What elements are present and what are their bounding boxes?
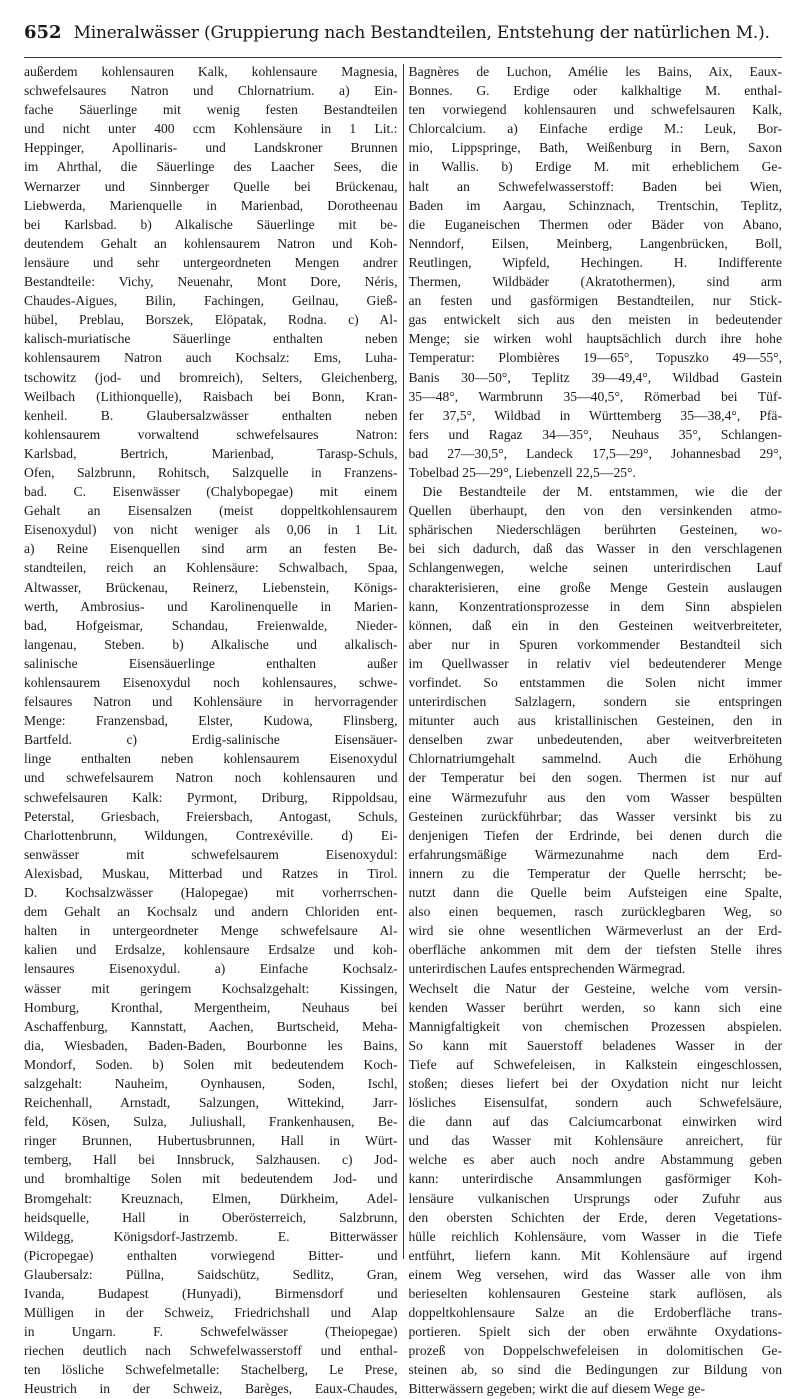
text-line: werth, Ambrosius- und Karolinenquelle in Marien- — [24, 598, 398, 614]
text-line: können, daß ein in den Gesteinen weitverbreiteter, — [408, 617, 782, 633]
text-line: Bitterwässern gegeben; wirkt die auf diesem Wege ge- — [408, 1381, 705, 1397]
text-line: dia, Wiesbaden, Baden-Baden, Bourbonne les Bains, — [24, 1037, 398, 1053]
text-line: Mülligen in der Schweiz, Friedrichshall und Alap — [24, 1305, 398, 1321]
running-head: Mineralwässer (Gruppierung nach Bestandteilen, Entstehung der natürlichen M.). — [73, 23, 770, 43]
text-line: felsaures Natron und Kohlensäure in hervorragender — [24, 694, 398, 710]
text-line: unterirdischen Salzlagern, sondern sie entspringen — [408, 694, 782, 710]
text-line: und schwefelsaurem Natron noch kohlensauren und — [24, 770, 398, 786]
text-line: Chlornatriumgehalt sammelnd. Auch die Erhöhung — [408, 751, 782, 767]
header-rule — [24, 57, 782, 58]
text-line: eine Wärmezufuhr aus den vom Wasser bespülten — [408, 789, 782, 805]
text-line: portieren. Spielt sich der oben erwähnte Oxydations- — [408, 1324, 782, 1340]
text-line: innern zu die Temperatur der Quelle herrscht; be- — [408, 865, 782, 881]
text-line: kohlensaurem Eisenoxydul noch kohlensaures, schwe- — [24, 675, 398, 690]
text-line: Heppinger, Apollinaris- und Landskroner Brunnen — [24, 140, 398, 156]
text-line: denjenigen Tiefen der Erdrinde, bei denen durch die — [408, 827, 782, 843]
text-line: langenau, Steben. b) Alkalische und alkalisch- — [24, 636, 398, 652]
text-line: doppeltkohlensaure Salze an die Erdoberfläche trans- — [408, 1305, 782, 1321]
text-line: Baden im Aargau, Schinznach, Trentschin, Teplitz, — [408, 197, 782, 213]
text-line: außerdem kohlensauren Kalk, kohlensaure Magnesia, — [24, 64, 398, 79]
text-line: bad. C. Eisenwässer (Chalybopegae) mit einem — [24, 484, 398, 500]
text-line: Reichenhall, Arnstadt, Salzungen, Wittekind, Jarr- — [24, 1095, 398, 1111]
text-line: Charlottenbrunn, Wildungen, Contrexéville. d) Ei- — [24, 827, 398, 843]
text-line: einem Weg versehen, wird das Wasser alle von ihm — [408, 1266, 782, 1282]
text-line: ten lösliche Schwefelmetalle: Stachelberg, Le Prese, — [24, 1362, 398, 1378]
text-line: hülle reichlich Kohlensäure, vom Wasser in die Tiefe — [408, 1228, 782, 1244]
text-line: Mannigfaltigkeit von chemischen Prozessen abspielen. — [408, 1018, 782, 1034]
text-line: wird sie ohne wesentlichen Wärmeverlust an der Erd- — [408, 923, 782, 939]
text-line: Ofen, Salzbrunn, Rohitsch, Salzquelle in Franzens- — [24, 464, 398, 480]
text-line: Tobelbad 25—29°, Liebenzell 22,5—25°. — [408, 464, 636, 480]
text-line: lensäure und sehr untergeordneten Mengen andrer — [24, 254, 398, 270]
text-line: Wechselt die Natur der Gesteine, welche vom versin- — [408, 980, 782, 996]
text-line: kalien und Erdsalze, kohlensaure Erdsalze und koh- — [24, 942, 398, 958]
text-line: heidsquelle, Hall in Oberösterreich, Salzbrunn, — [24, 1209, 398, 1225]
text-line: Wildegg, Königsdorf-Jastrzemb. E. Bitterwässer — [24, 1228, 398, 1244]
text-line: Tiefe auf Schwefeleisen, in Kalkstein eingeschlossen, — [408, 1056, 782, 1072]
text-line: die Euganeischen Thermen oder Bäder von Abano, — [408, 216, 782, 232]
text-line: Quellen überhaupt, den von den versinkenden atmo- — [408, 503, 782, 519]
text-line: Liebwerda, Marienquelle in Marienbad, Dorotheenau — [24, 197, 398, 213]
text-line: fache Säuerlinge mit wenig festen Bestandteilen — [24, 102, 398, 118]
text-line: temberg, Hall bei Innsbruck, Salzhausen. c) Jod- — [24, 1152, 398, 1168]
text-line: bei Karlsbad. b) Alkalische Säuerlinge mit be- — [24, 216, 398, 232]
text-line: Reutlingen, Wipfeld, Hechingen. H. Indifferente — [408, 254, 782, 270]
text-line: und nicht unter 400 ccm Kohlensäure in 1 Lit.: — [24, 121, 398, 137]
text-line: riechen deutlich nach Schwefelwasserstoff und enthal- — [24, 1343, 398, 1359]
text-line: denselben zwar unbedeutenden, aber weitverbreiteten — [408, 732, 782, 748]
text-line: Karlsbad, Bertrich, Marienbad, Tarasp-Schuls, — [24, 445, 398, 461]
text-line: fers und Ragaz 34—35°, Neuhaus 35°, Schlangen- — [408, 426, 782, 442]
text-line: in Wallis. b) Erdige M. mit erheblichem Ge- — [408, 159, 782, 175]
text-line: Banis 30—50°, Teplitz 39—49,4°, Wildbad Gastein — [408, 369, 782, 385]
text-line: Weilbach (Lithionquelle), Raisbach bei Bonn, Kran- — [24, 388, 398, 404]
text-line: Bromgehalt: Kreuznach, Elmen, Dürkheim, Adel- — [24, 1190, 398, 1206]
text-line: aber nur in Spuren vorkommender Bestandteil sich — [408, 636, 782, 652]
text-line: an festen und gasförmigen Bestandteilen, nur Stick- — [408, 293, 782, 309]
text-line: kann: unterirdische Ansammlungen gasförmiger Koh- — [408, 1171, 782, 1187]
text-line: dem Gehalt an Kochsalz und andern Chloriden ent- — [24, 904, 398, 920]
text-line: wässer mit geringem Kochsalzgehalt: Kissingen, — [24, 980, 398, 996]
text-line: Altwasser, Brückenau, Reinerz, Liebenstein, Königs- — [24, 579, 398, 595]
text-line: Ivanda, Budapest (Hunyadi), Birmensdorf und — [24, 1286, 398, 1301]
text-line: schwefelsaures Natron und Chlornatrium. a) Ein- — [24, 83, 398, 99]
page-header — [24, 22, 782, 56]
text-line: und bromhaltige Solen mit bedeutendem Jod- und — [24, 1171, 398, 1187]
text-line: kenden Wasser berührt werden, so kann sich eine — [408, 999, 782, 1015]
text-line: senwässer mit schwefelsaurem Eisenoxydul: — [24, 846, 398, 862]
text-line: Peterstal, Griesbach, Freiersbach, Antogast, Schuls, — [24, 808, 398, 824]
text-line: mio, Lippspringe, Bath, Weißenburg in Bern, Saxon — [408, 140, 782, 156]
text-line: prozeß von Doppelschwefeleisen in dolomitischen Ge- — [408, 1343, 782, 1359]
text-line: bad, Hofgeismar, Schandau, Freienwalde, Nieder- — [24, 617, 398, 633]
text-line: fer 37,5°, Wildbad in Württemberg 35—38,4°, Pfä- — [408, 407, 782, 423]
text-line: linge enthalten neben kohlensaurem Eisenoxydul — [24, 751, 398, 767]
text-line: kohlensaurem Natron auch Kochsalz: Ems, Luha- — [24, 350, 398, 366]
text-line: Mondorf, Soden. b) Solen mit bedeutendem Koch- — [24, 1056, 398, 1072]
text-line: So kann mit Sauerstoff beladenes Wasser in der — [408, 1037, 782, 1053]
text-line: sphärischen Niederschlägen berührten Gesteinen, wo- — [408, 522, 782, 538]
text-line: bei sich dadurch, daß das Wasser in den verschlagenen — [408, 541, 782, 557]
text-line: Eisenoxydul) von nicht weniger als 0,06 in 1 Lit. — [24, 522, 398, 538]
encyclopedia-page — [24, 22, 782, 1397]
text-line: salzgehalt: Nauheim, Oynhausen, Soden, Ischl, — [24, 1075, 398, 1091]
text-line: tschowitz (jod- und bromreich), Selters, Gleichenberg, — [24, 369, 398, 385]
text-line: und das Wasser mit Kohlensäure anreichert, für — [408, 1133, 782, 1149]
text-line: den obersten Schichten der Erde, deren Vegetations- — [408, 1209, 782, 1225]
text-line: unterirdischen Laufes entsprechenden Wärmegrad. — [408, 961, 686, 977]
text-line: Chlorcalcium. a) Einfache erdige M.: Leuk, Bor- — [408, 121, 782, 137]
text-line: Nenndorf, Eilsen, Meinberg, Langenbrücken, Boll, — [408, 235, 782, 251]
text-line: Bagnères de Luchon, Amélie les Bains, Aix, Eaux- — [408, 64, 782, 79]
text-line: lösliches Eisensulfat, sondern auch Schwefelsäure, — [408, 1095, 782, 1111]
text-line: Bonnes. G. Erdige oder kalkhaltige M. enthal- — [408, 83, 782, 99]
text-line: Wernarzer und Sinnberger Quelle bei Brückenau, — [24, 178, 398, 194]
text-line: kann, Konzentrationsprozesse in dem Sinn abspielen — [408, 598, 782, 614]
text-line: erfahrungsmäßige Wärmezunahme nach dem Erd- — [408, 846, 782, 862]
text-line: Glaubersalz: Püllna, Saidschütz, Sedlitz, Gran, — [24, 1266, 398, 1282]
text-line: die dann auf das Calciumcarbonat einwirken wird — [408, 1114, 782, 1130]
text-line: halten in untergeordneter Menge schwefelsaure Al- — [24, 923, 398, 939]
text-line: Gesteinen zurückführbar; das Wasser versinkt bis zu — [408, 808, 782, 824]
text-line: oberfläche ankommen mit dem der tiefsten Stelle ihres — [408, 942, 782, 958]
left-column — [24, 62, 403, 1399]
text-line: entführt, liefern kann. Mit Kohlensäure auf irgend — [408, 1247, 782, 1263]
text-line: nutzt dann die Quelle beim Aufsteigen eine Spalte, — [408, 885, 782, 901]
text-line: kalisch-muriatische Säuerlinge enthalten neben — [24, 331, 398, 347]
text-line: standteilen, reich an Kohlensäure: Schwalbach, Spaa, — [24, 560, 398, 576]
text-line: Aschaffenburg, Kannstatt, Aachen, Burtscheid, Meha- — [24, 1018, 398, 1034]
text-line: salinische Eisensäuerlinge enthalten außer — [24, 655, 398, 671]
text-line: Die Bestandteile der M. entstammen, wie die der — [422, 484, 782, 500]
page-number: 652 — [24, 22, 62, 43]
text-line: vorfindet. So entstammen die Solen nicht immer — [408, 675, 782, 690]
text-line: a) Reine Eisenquellen sind arm an festen Be- — [24, 541, 398, 557]
text-line: in Ungarn. F. Schwefelwässer (Theiopegae) — [24, 1324, 398, 1340]
text-line: Chaudes-Aigues, Bilin, Fachingen, Geilnau, Gieß- — [24, 293, 398, 309]
text-line: steinen ab, so sind die Bedingungen zur Bildung von — [408, 1362, 782, 1378]
text-line: Bartfeld. c) Erdig-salinische Eisensäuer- — [24, 732, 398, 748]
text-line: lensaures Eisenoxydul. a) Einfache Kochsalz- — [24, 961, 398, 977]
text-line: Thermen, Wildbäder (Akratothermen), sind arm — [408, 274, 782, 290]
text-line: lensäure vulkanischen Ursprungs oder Zufuhr aus — [408, 1190, 782, 1206]
text-line: D. Kochsalzwässer (Halopegae) mit vorherrschen- — [24, 885, 398, 901]
text-line: Menge: Franzensbad, Elster, Kudowa, Flinsberg, — [24, 713, 398, 729]
text-line: feld, Kösen, Sulza, Juliushall, Frankenhausen, Be- — [24, 1114, 398, 1130]
text-line: mitunter auch aus kristallinischen Gesteinen, den in — [408, 713, 782, 729]
text-line: ringer Brunnen, Hubertusbrunnen, Hall in Würt- — [24, 1133, 398, 1149]
text-line: Temperatur: Plombières 19—65°, Topuszko 49—55°, — [408, 350, 782, 366]
text-line: kohlensaurem vorwaltend schwefelsaures Natron: — [24, 426, 398, 442]
text-line: im Ahrthal, die Säuerlinge des Laacher Sees, die — [24, 159, 398, 175]
text-line: (Picropegae) enthalten vorwiegend Bitter- und — [24, 1247, 398, 1263]
text-line: ten vorwiegend kohlensauren und schwefelsauren Kalk, — [408, 102, 782, 118]
text-line: bad 27—30,5°, Landeck 17,5—29°, Johannesbad 29°, — [408, 445, 782, 461]
right-column — [404, 62, 783, 1399]
text-line: charakterisieren, eine große Menge Gestein auslaugen — [408, 579, 782, 595]
text-line: Bestandteile: Vichy, Neuenahr, Mont Dore, Néris, — [24, 274, 398, 290]
text-line: Homburg, Kronthal, Mergentheim, Neuhaus bei — [24, 999, 398, 1015]
text-line: welche es aber auch noch andre Abstammung geben — [408, 1152, 782, 1168]
text-line: Menge; sie wirken wohl hauptsächlich durch ihre hohe — [408, 331, 782, 347]
text-line: Gehalt an Eisensalzen (meist doppeltkohlensaurem — [24, 503, 398, 519]
text-line: gas entwickelt sich aus den meisten in bedeutender — [408, 312, 782, 328]
text-line: deutendem Gehalt an kohlensaurem Natron und Koh- — [24, 235, 398, 251]
text-line: stoßen; dieses liefert bei der Oxydation nicht nur leicht — [408, 1075, 782, 1091]
text-line: Alexisbad, Muskau, Mitterbad und Ratzes in Tirol. — [24, 865, 398, 881]
text-line: im Quellwasser in relativ viel bedeutenderer Menge — [408, 655, 782, 671]
text-line: halt an Schwefelwasserstoff: Baden bei Wien, — [408, 178, 782, 194]
text-line: Heustrich in der Schweiz, Barèges, Eaux-Chaudes, — [24, 1381, 398, 1397]
text-line: Schlangenwegen, welche seinen unterirdischen Lauf — [408, 560, 782, 576]
text-line: berieselten kohlensauren Gesteine stark auflösen, als — [408, 1286, 782, 1301]
text-line: der Temperatur bei den sogen. Thermen ist nur auf — [408, 770, 782, 786]
text-line: kenheil. B. Glaubersalzwässer enthalten neben — [24, 407, 398, 423]
text-columns — [24, 62, 782, 1399]
text-line: hübel, Preblau, Borszek, Elöpatak, Rodna. c) Al- — [24, 312, 398, 328]
text-line: schwefelsauren Kalk: Pyrmont, Driburg, Rippoldsau, — [24, 789, 398, 805]
text-line: 35—48°, Warmbrunn 35—40,5°, Römerbad bei Tüf- — [408, 388, 782, 404]
text-line: also einen bequemen, rasch zurücklegbaren Weg, so — [408, 904, 782, 920]
